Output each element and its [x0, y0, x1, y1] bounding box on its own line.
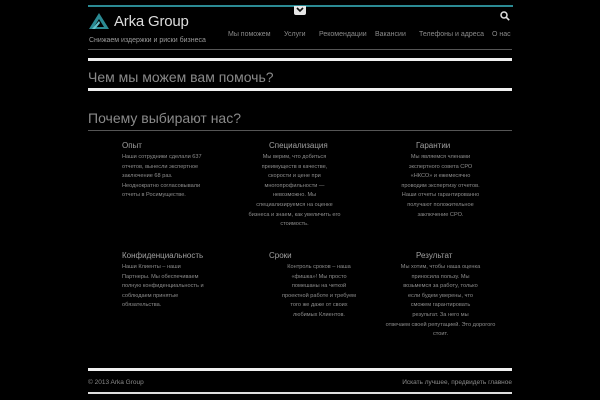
- feature-title: Конфиденциальность: [122, 251, 204, 260]
- feature-title: Специализация: [269, 141, 328, 150]
- feature-title: Гарантии: [416, 141, 451, 150]
- section-divider: [88, 58, 512, 61]
- feature-guarantees: Гарантии Мы являемся членами экспертного совета СРО «НКСО» и ежемесячно проводим экспертизу отчетов. Наши отчеты гарантированно получают положительное заключение СРО.: [378, 141, 503, 220]
- nav-item-services[interactable]: Услуги: [284, 31, 306, 38]
- help-section-title: Чем мы можем вам помочь?: [88, 69, 274, 85]
- logo[interactable]: [88, 12, 189, 30]
- nav-item-help[interactable]: Мы поможем: [228, 31, 271, 38]
- triangle-logo-icon: [88, 12, 110, 30]
- nav-item-recommendations[interactable]: Рекомендации: [319, 31, 367, 38]
- brand-name: Arka Group: [114, 12, 189, 30]
- feature-title: Опыт: [122, 141, 142, 150]
- why-divider: [88, 130, 512, 131]
- bottom-line: [88, 392, 512, 394]
- header-divider: [88, 49, 512, 50]
- nav-item-about[interactable]: О нас: [492, 31, 511, 38]
- footer-divider: [88, 368, 512, 371]
- brand-tagline: Снижаем издержки и риски бизнеса: [89, 37, 206, 44]
- feature-deadlines: Сроки Контроль сроков – наша «фишка»! Мы просто помешаны на четкой проектной работе и требуем того же даже от своих любимых Клиентов.: [269, 251, 369, 321]
- header-toggle-button[interactable]: [294, 6, 306, 15]
- feature-confidentiality: Конфиденциальность Наши Клиенты – наши Партнеры. Мы обеспечиваем полную конфиденциальность и соблюдаем принятые обязательства.: [122, 251, 222, 311]
- feature-result: Результат Мы хотим, чтобы наша оценка приносила пользу. Мы возьмемся за работу, только если будем уверены, что сможем гарантировать результат. За него мы отвечаем своей репутацией. Это дорогого стоит.: [378, 251, 503, 340]
- feature-title: Сроки: [269, 251, 292, 260]
- feature-specialization: Специализация Мы верим, что добиться преимуществ в качестве, скорости и цене при многопрофильности — невозможно. Мы специализируемся на оценке бизнеса и знаем, как увеличить его стоимость.: [232, 141, 357, 230]
- footer-copyright: © 2013 Arka Group: [88, 379, 144, 386]
- why-section-title: Почему выбирают нас?: [88, 110, 242, 126]
- section-divider: [88, 88, 512, 91]
- feature-title: Результат: [416, 251, 453, 260]
- feature-experience: Опыт Наши сотрудники сделали 637 отчетов, вынесли экспертное заключение 68 раз. Неоднократно согласовывали отчеты в Росимуществе.: [122, 141, 202, 199]
- nav-item-vacancies[interactable]: Вакансии: [375, 31, 406, 38]
- search-icon[interactable]: [500, 11, 510, 21]
- nav-item-contacts[interactable]: Телефоны и адреса: [419, 31, 485, 38]
- chevron-down-icon: [296, 7, 304, 13]
- footer-slogan: Искать лучшее, предвидеть главное: [402, 379, 512, 386]
